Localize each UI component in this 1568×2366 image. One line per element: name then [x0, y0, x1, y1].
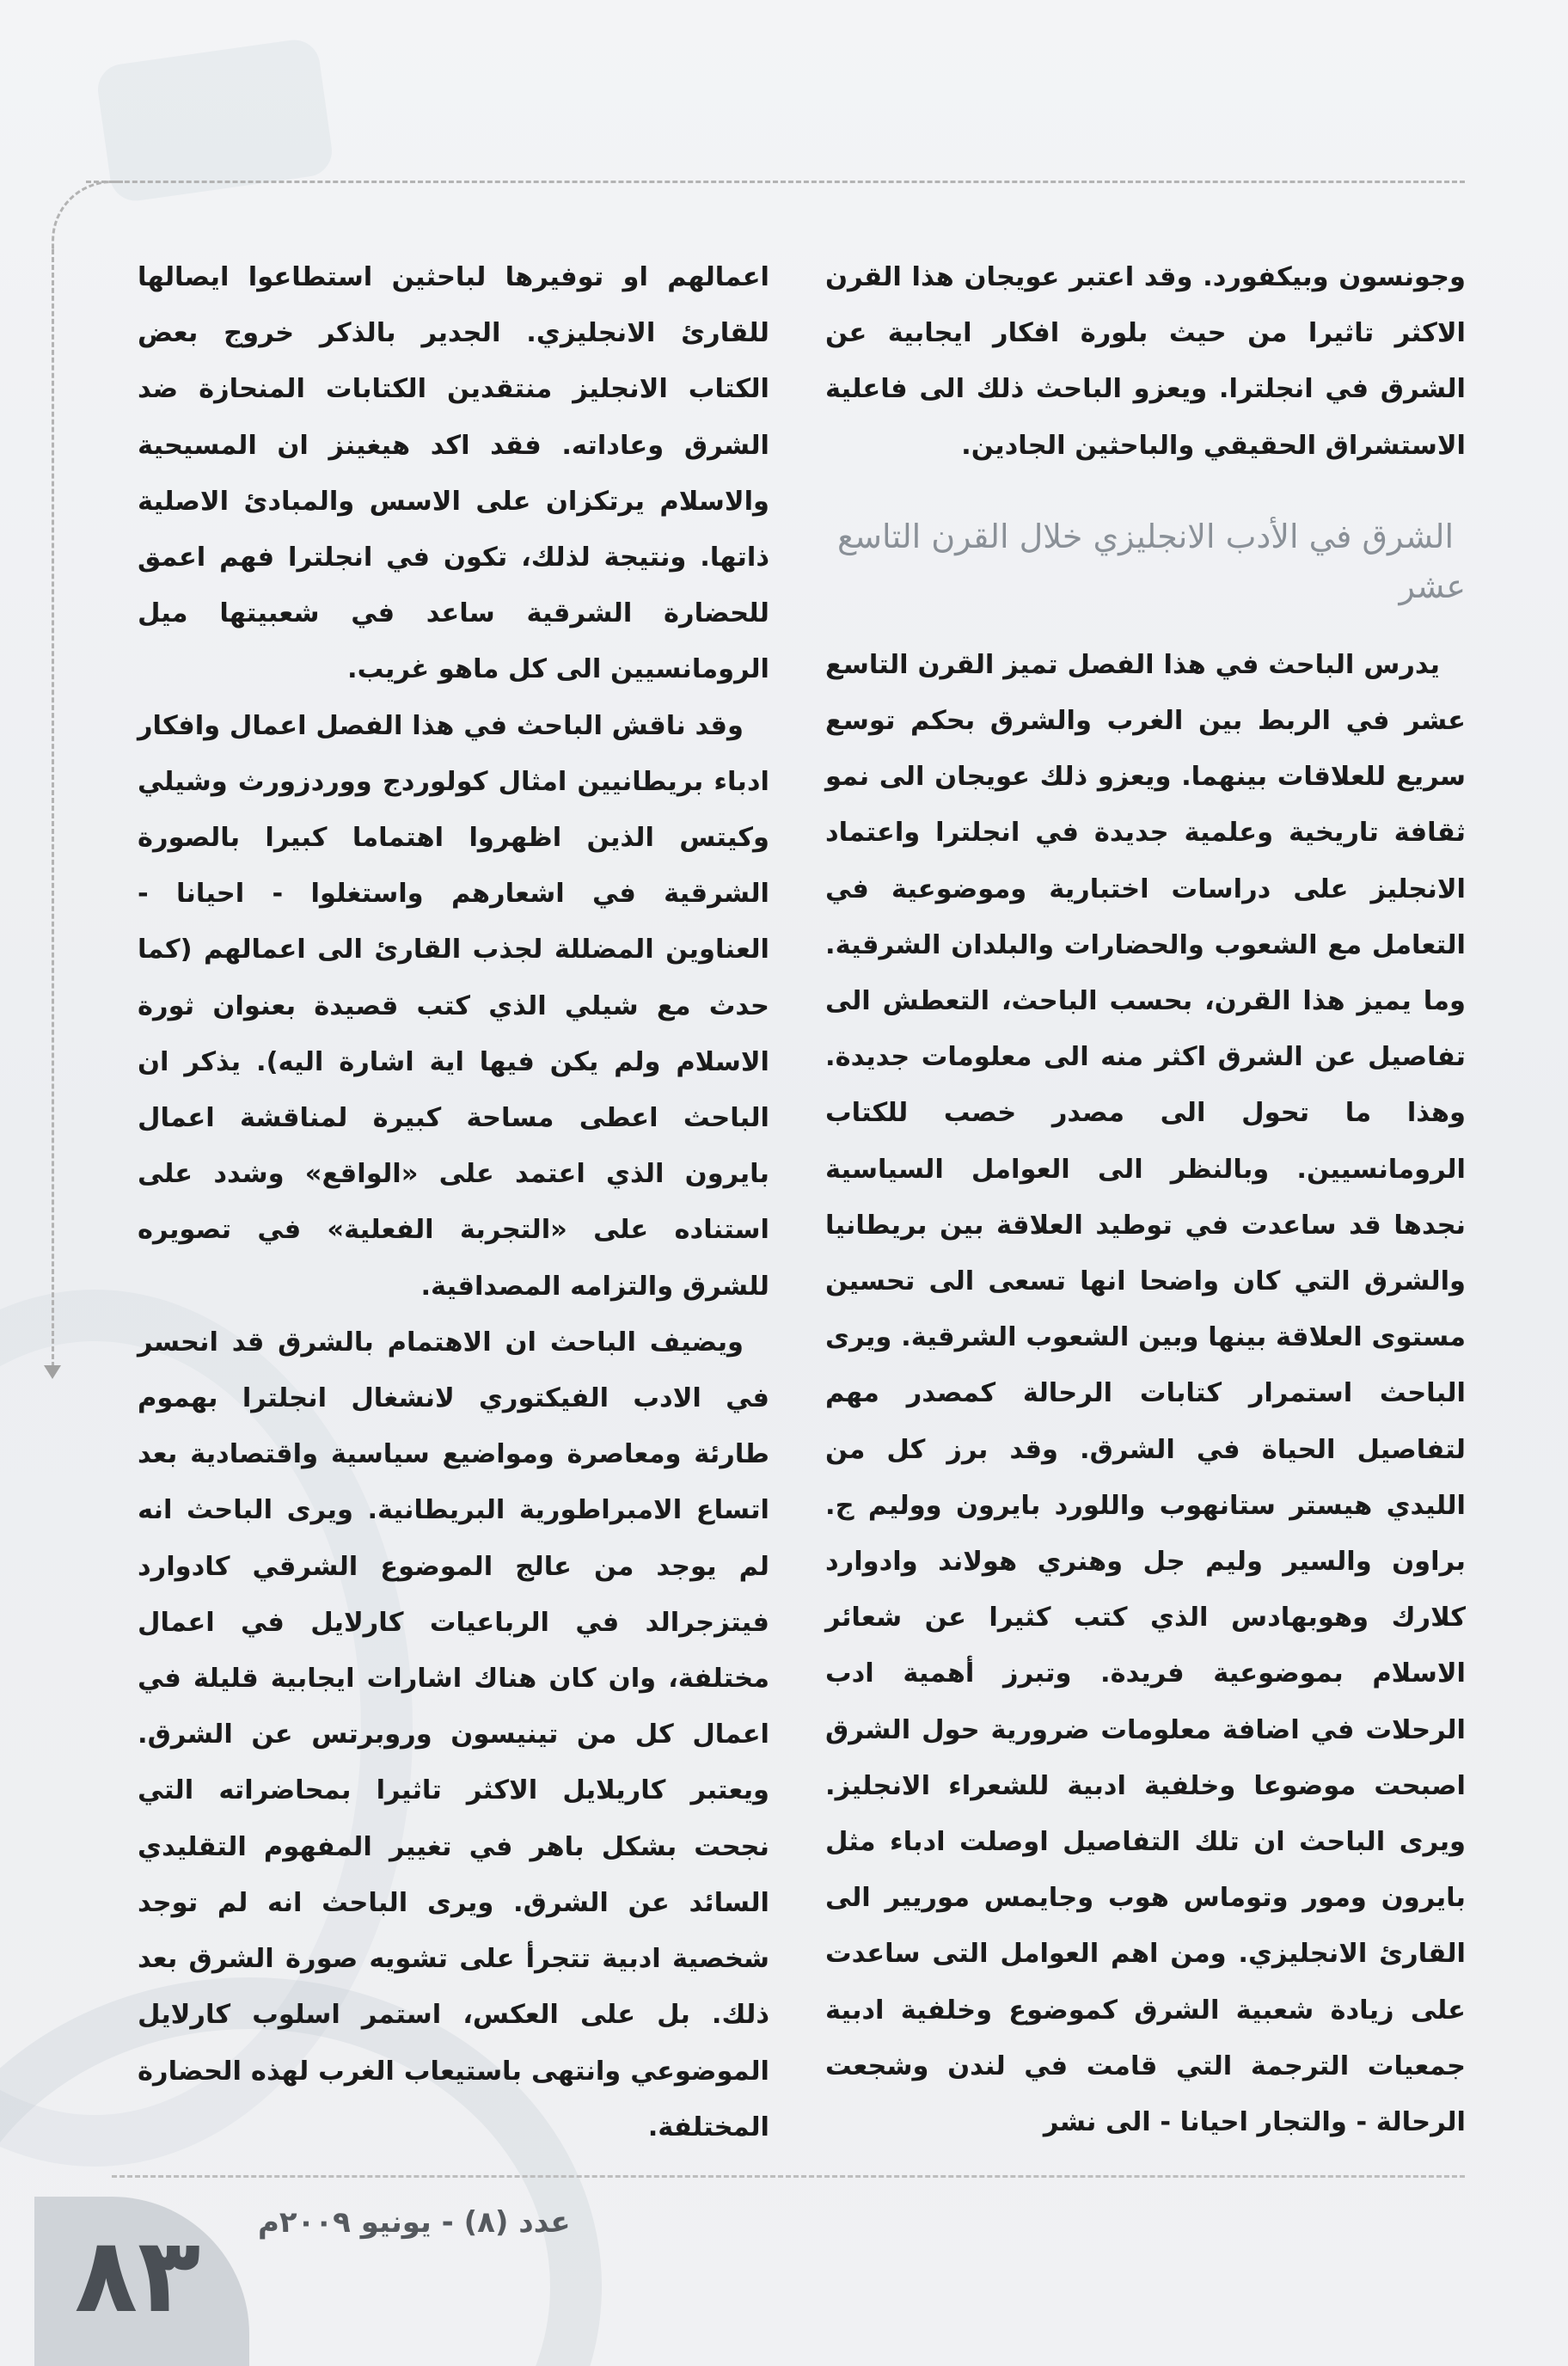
section-heading: الشرق في الأدب الانجليزي خلال القرن التاسع عشر — [836, 517, 1466, 605]
body-paragraph: وقد ناقش الباحث في هذا الفصل اعمال وافكار ادباء بريطانيين امثال كولوردج ووردزورث وشيلي وكيتس الذين اظهروا اهتماما كبيرا بالصورة الشرقية في اشعارهم واستغلوا - احيانا - العناوين المضللة لجذب القارئ الى اعمالهم (كما حدث مع شيلي الذي كتب قصيدة بعنوان ثورة الاسلام ولم يكن فيها اية اشارة اليه). يذكر ان الباحث اعطى مساحة كبيرة لمناقشة اعمال بايرون الذي اعتمد على «الواقع» وشدد على استناده على «التجربة الفعلية» في تصويره للشرق والتزامه المصداقية. — [138, 710, 769, 1302]
arrow-down-icon — [44, 1365, 61, 1379]
intro-paragraph: وجونسون وبيكفورد. وقد اعتبر عويجان هذا القرن الاكثر تاثيرا من حيث بلورة افكار ايجابية عن الشرق في انجلترا. ويعزو الباحث ذلك الى فاعلية الاستشراق الحقيقي والباحثين الجادين. — [825, 262, 1466, 461]
frame-bottom-dashed-line — [112, 2175, 1465, 2178]
article-column-left — [138, 249, 769, 2155]
issue-info: عدد (٨) - يونيو ٢٠٠٩م — [258, 2205, 571, 2240]
frame-left-dashed-line — [52, 249, 54, 1367]
frame-corner — [52, 181, 123, 252]
page-number: ٨٣ — [74, 2216, 201, 2336]
body-paragraph: ويضيف الباحث ان الاهتمام بالشرق قد انحسر في الادب الفيكتوري لانشغال انجلترا بهموم طارئة ومعاصرة ومواضيع سياسية واقتصادية بعد اتساع الامبراطورية البريطانية. ويرى الباحث انه لم يوجد من عالج الموضوع الشرقي كادوارد فيتزجرالد في الرباعيات كارلايل في اعمال مختلفة، وان كان هناك اشارات ايجابية قليلة في اعمال كل من تينيسون وروبرتس عن الشرق. ويعتبر كاريلايل الاكثر تاثيرا بمحاضراته التي نجحت بشكل باهر في تغيير المفهوم التقليدي السائد عن الشرق. ويرى الباحث انه لم توجد شخصية ادبية تتجرأ على تشويه صورة الشرق بعد ذلك. بل على العكس، استمر اسلوب كارلايل الموضوعي وانتهى باستيعاب الغرب لهذه الحضارة المختلفة. — [138, 1327, 769, 2142]
frame-top-dashed-line — [86, 181, 1465, 183]
watermark-logo — [95, 37, 335, 205]
body-paragraph: يدرس الباحث في هذا الفصل تميز القرن التاسع عشر في الربط بين الغرب والشرق بحكم توسع سريع للعلاقات بينهما. ويعزو ذلك عويجان الى نمو ثقافة تاريخية وعلمية جديدة في انجلترا واعتماد الانجليز على دراسات اختبارية وموضوعية في التعامل مع الشعوب والحضارات والبلدان الشرقية. وما يميز هذا القرن، بحسب الباحث، التعطش الى تفاصيل عن الشرق اكثر منه الى معلومات جديدة. وهذا ما تحول الى مصدر خصب للكتاب الرومانسيين. وبالنظر الى العوامل السياسية نجدها قد ساعدت في توطيد العلاقة بين بريطانيا والشرق التي كان واضحا انها تسعى الى تحسين مستوى العلاقة بينها وبين الشعوب الشرقية. ويرى الباحث استمرار كتابات الرحالة كمصدر مهم لتفاصيل الحياة في الشرق. وقد برز كل من الليدي هيستر ستانهوب واللورد بايرون ووليم ج. براون والسير وليم جل وهنري هولاند وادوارد كلارك وهوبهادس الذي كتب كثيرا عن شعائر الاسلام بموضوعية فريدة. وتبرز أهمية ادب الرحلات في اضافة معلومات ضرورية حول الشرق اصبحت موضوعا وخلفية ادبية للشعراء الانجليز. ويرى الباحث ان تلك التفاصيل اوصلت ادباء مثل بايرون ومور وتوماس هوب وجايمس موريير الى القارئ الانجليزي. ومن اهم العوامل التى ساعدت على زيادة شعبية الشرق كموضوع وخلفية ادبية جمعيات الترجمة التي قامت في لندن وشجعت الرحالة - والتجار احيانا - الى نشر — [825, 649, 1466, 2138]
article-column-right — [825, 249, 1466, 2150]
body-paragraph: اعمالهم او توفيرها لباحثين استطاعوا ايصالها للقارئ الانجليزي. الجدير بالذكر خروج بعض الكتاب الانجليز منتقدين الكتابات المنحازة ضد الشرق وعاداته. فقد اكد هيغينز ان المسيحية والاسلام يرتكزان على الاسس والمبادئ الاصلية ذاتها. ونتيجة لذلك، تكون في انجلترا فهم اعمق للحضارة الشرقية ساعد في شعبيتها ميل الرومانسيين الى كل ماهو غريب. — [138, 262, 769, 685]
